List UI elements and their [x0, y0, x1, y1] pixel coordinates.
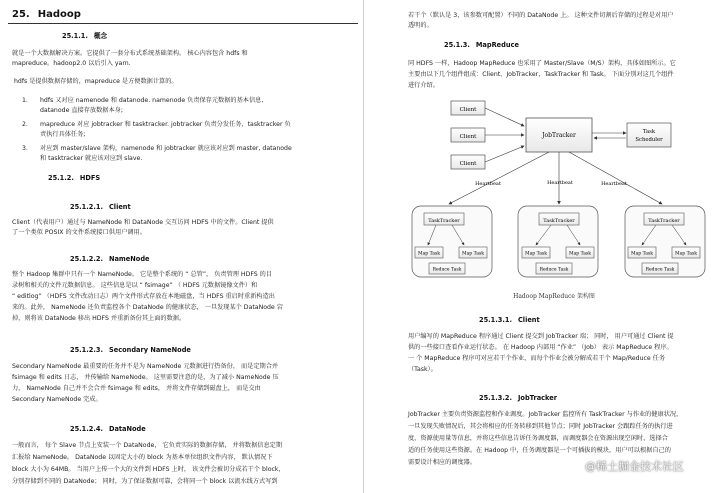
reduce-task-label: Reduce Task [432, 267, 462, 273]
section-number: 25.1.3.2. [479, 394, 512, 402]
tasktracker-node [625, 206, 705, 277]
heartbeat-label: Heartbeat [475, 181, 501, 187]
watermark: @稀土掘金技术社区 [585, 460, 684, 473]
paragraph-line: 同 HDFS 一样，Hadoop MapReduce 也采用了 Master/Slave（M/S）架构，具体如图所示。它 [408, 60, 676, 67]
reduce-task-label: Reduce Task [645, 267, 675, 273]
paragraph-line: 度、资源使用量等信息，并将这些信息告诉任务调度器，而调度器会在资源出现空闲时，选择合 [408, 435, 668, 442]
section-heading-namenode [70, 255, 150, 263]
map-task-label: Map Task [675, 251, 697, 257]
client-arrow [485, 146, 524, 162]
section-title: JobTracker [517, 394, 557, 402]
heartbeat-line [569, 152, 662, 204]
map-task-label: Map Task [631, 251, 653, 257]
tasktracker-node [518, 206, 598, 277]
section-title: MapReduce [475, 41, 519, 49]
section-heading-hdfs [48, 174, 100, 182]
list-item-line: hdfs 又对应 namenode 和 datanode. namenode 负责保存元数据的基本信息, [40, 97, 264, 104]
section-heading-concept [62, 30, 107, 40]
tasktracker-node [412, 206, 492, 277]
client-arrow [485, 108, 524, 126]
paragraph-line: 需要设计相应的调度器。 [408, 459, 477, 466]
paragraph-line: Secondary NameNode 最重要的任务并不是为 NameNode 元数据进行热备份， 而是定期合并 [12, 363, 279, 370]
section-number: 25.1.3.1. [479, 316, 512, 324]
reduce-task-label: Reduce Task [539, 267, 569, 273]
paragraph-line: fsimage 和 edits 日志， 并传输给 NameNode。 这里需要注意的是，为了减小 NameNode 压 [12, 374, 279, 381]
paragraph-line: 整个 Hadoop 集群中只有一个 NameNode。 它是整个系统的 “ 总管”， 负责管理 HDFS 的目 [12, 271, 273, 278]
chapter-number: 25. [12, 9, 30, 20]
heartbeat-label: Heartbeat [547, 180, 573, 186]
section-heading-secondary-namenode [70, 346, 191, 354]
paragraph-line: 适的任务使用这些资源。在 Hadoop 中，任务调度器是一个可插拔的模块，用户可以根据自己的 [408, 447, 671, 454]
tasktracker-label: TaskTracker [428, 218, 460, 224]
paragraph-line: 用户编写的 MapReduce 程序通过 Client 提交到 JobTracker 端； 同时， 用户可通过 Client 提 [408, 333, 674, 340]
paragraph-line: （Task）。 [408, 366, 437, 373]
paragraph-line: “ editlog” （HDFS 文件改动日志）两个文件形式存放在本地磁盘，当 HDFS 重启时重新构造出 [12, 293, 275, 300]
list-number: 2. [22, 121, 28, 128]
tasktracker-label: TaskTracker [648, 218, 680, 224]
left-page [0, 0, 363, 493]
task-scheduler-label: Task [642, 129, 656, 135]
section-number: 25.1.2.4. [70, 425, 103, 433]
section-heading-client [479, 316, 540, 324]
section-number: 25.1.1. [62, 32, 88, 40]
paragraph-line: 来的。此外， NameNode 还负责监控各个 DataNode 的健康状态， 一旦发现某个 DataNode 宕 [12, 304, 283, 311]
tasktracker-label: TaskTracker [543, 218, 575, 224]
list-item-line: mapreduce 对应 jobtracker 和 tasktracker. jobtracker 负责分发任务，tasktracker 负 [40, 121, 291, 128]
paragraph-line: 力， NameNode 自己并不会合并 fsimage 和 edits， 并将文件存储到磁盘上， 而是交由 [12, 385, 261, 392]
paragraph-line: 若干个（默认是 3，该参数可配置）不同的 DataNode 上。 这种文件切割后存储的过程是对用户 [408, 12, 674, 19]
list-item-line: 和 tasktracker 就应该对应到 slave. [40, 155, 143, 162]
paragraph-line: 汇报给 NameNode。 DataNode 以固定大小的 block 为基本单位组织文件内容， 默认情况下 [12, 454, 273, 461]
paragraph-line: Secondary NameNode 完成。 [12, 396, 102, 403]
section-number: 25.1.3. [444, 41, 470, 49]
client-label: Client [459, 107, 477, 113]
client-label: Client [459, 161, 477, 167]
section-heading-mapreduce [444, 41, 519, 49]
list-number: 3. [22, 145, 28, 152]
paragraph-line: 了一个类似 POSIX 的文件系统接口供用户调用。 [12, 229, 146, 236]
paragraph-line: block 大小为 64MB。 当用户上传一个大的文件到 HDFS 上时， 该文件会被切分成若干个 block， [12, 466, 285, 473]
section-title: NameNode [108, 255, 150, 263]
section-title: 概念 [93, 32, 108, 40]
section-title: Client [108, 203, 131, 211]
paragraph-line: 一旦发现失败情况后，其会将相应的任务转移到其他节点；同时 JobTracker 会跟踪任务的执行进 [408, 423, 673, 430]
paragraph-line: 主要由以下几个组件组成：Client、JobTracker、TaskTracker 和 Task。 下面分别对这几个组件 [408, 71, 674, 78]
map-task-label: Map Task [569, 251, 591, 257]
task-scheduler-box [627, 123, 671, 147]
map-task-label: Map Task [418, 251, 440, 257]
section-title: Secondary NameNode [108, 346, 191, 354]
section-number: 25.1.2.2. [70, 255, 103, 263]
map-task-label: Map Task [462, 251, 484, 257]
diagram-caption: Hadoop MapReduce 架构图 [513, 293, 595, 300]
paragraph-line: 掉，则将该 DataNode 移出 HDFS 并重新备份其上面的数据。 [12, 315, 186, 322]
paragraph-line: Client（代表用户）通过与 NameNode 和 DataNode 交互访问 HDFS 中的文件。Client 提供 [12, 219, 274, 226]
paragraph-line: 一 个 MapReduce 程序可对应若干个作业，而每个作业会被分解成若干个 Map/Reduce 任务 [408, 355, 666, 362]
list-item-line: datanode 直接存放数据本身; [40, 107, 123, 114]
paragraph-line: mapreduce。hadoop2.0 以后引入 yarn. [12, 60, 131, 67]
section-number: 25.1.2.3. [70, 346, 103, 354]
paragraph-line: 进行介绍。 [408, 82, 439, 89]
section-heading-jobtracker [479, 394, 557, 402]
paragraph-line: hdfs 是提供数据存储的，mapreduce 是方便数据计算的。 [14, 78, 178, 85]
list-number: 1. [22, 97, 28, 104]
heading-rule [8, 23, 358, 24]
section-title: DataNode [108, 425, 146, 433]
paragraph-line: JobTracker 主要负责资源监控和作业调度。JobTracker 监控所有 TaskTracker 与作业的健康状况， [408, 411, 683, 418]
paragraph-line: 供的一些接口查看作业运行状态。 在 Hadoop 内部用 “作业” （Job） 表示 MapReduce 程序。 [408, 344, 673, 351]
map-task-label: Map Task [525, 251, 547, 257]
chapter-heading [12, 9, 81, 20]
mapreduce-architecture-diagram [364, 92, 727, 312]
section-heading-datanode [70, 425, 146, 433]
paragraph-line: 透明的。 [408, 22, 433, 29]
list-item-line: 对应到 master/slave 架构，namenode 和 jobtracker 就应该对应到 master, datanode [40, 145, 292, 152]
section-number: 25.1.2.1. [70, 203, 103, 211]
task-scheduler-label: Scheduler [635, 137, 663, 143]
chapter-title: Hadoop [37, 9, 81, 20]
section-heading-client [70, 203, 131, 211]
paragraph-line: 就是一个大数据解决方案。它提供了一套分布式系统基础架构。 核心内容包含 hdfs 和 [12, 50, 248, 57]
paragraph-line: 一般而言， 每个 Slave 节点上安装一个 DataNode， 它负责实际的数据存储， 并将数据信息定期 [12, 442, 283, 449]
paragraph-line: 录树和相关的文件元数据信息。 这些信息是以 “ fsimage” （ HDFS 元数据镜像文件）和 [12, 282, 258, 289]
client-label: Client [459, 134, 477, 140]
section-title: HDFS [79, 174, 101, 182]
section-number: 25.1.2. [48, 174, 74, 182]
right-page [364, 0, 727, 493]
list-item-line: 责执行具体任务; [40, 131, 86, 138]
heartbeat-label: Heartbeat [601, 181, 627, 187]
section-title: Client [517, 316, 540, 324]
paragraph-line: 分别存储到不同的 DataNode； 同时，为了保证数据可靠，会将同一个 block 以流水线方式写到 [12, 478, 278, 485]
jobtracker-label: JobTracker [542, 132, 576, 139]
